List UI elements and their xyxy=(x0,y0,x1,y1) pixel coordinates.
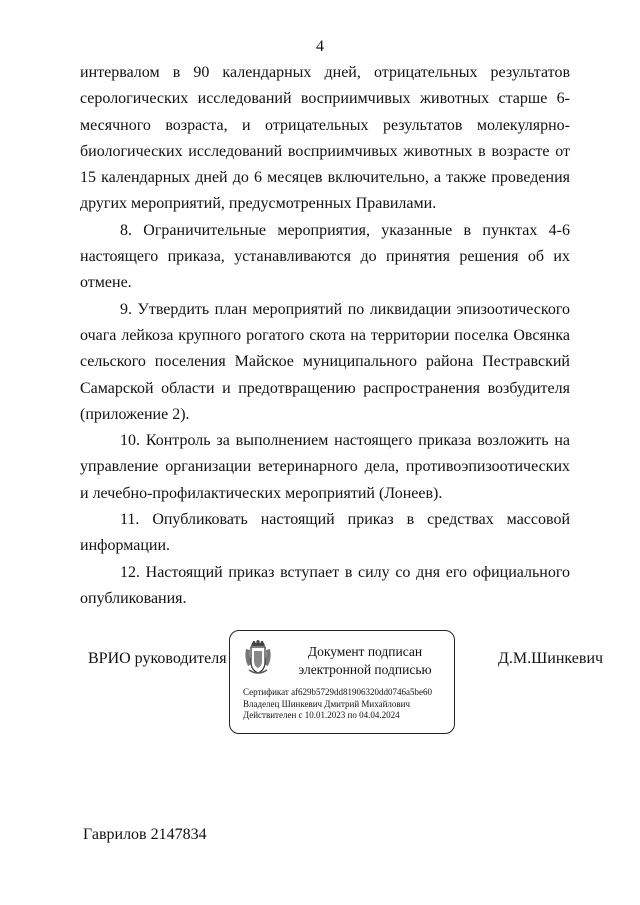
order-body xyxy=(80,60,570,612)
stamp-title-line-2: электронной подписью xyxy=(298,662,432,677)
stamp-title xyxy=(280,643,450,679)
stamp-details xyxy=(243,687,453,722)
paragraph-9: 9. Утвердить план мероприятий по ликвидации эпизоотического очага лейкоза крупного рогатого скота на территории поселка Овсянка сельского поселения Майское муниципального района Пестравский Самарской области и предотвращению распространения возбудителя (приложение 2). xyxy=(80,300,570,423)
paragraph-11: 11. Опубликовать настоящий приказ в средствах массовой информации. xyxy=(80,511,570,555)
paragraph-12: 12. Настоящий приказ вступает в силу со дня его официального опубликования. xyxy=(80,563,570,607)
stamp-title-line-1: Документ подписан xyxy=(307,644,423,659)
page-number: 4 xyxy=(316,38,324,55)
stamp-owner: Владелец Шинкевич Дмитрий Михайлович xyxy=(243,698,410,709)
stamp-validity: Действителен с 10.01.2023 по 04.04.2024 xyxy=(243,710,400,720)
stamp-certificate: Сертификат af629b5729dd81906320dd0746a5be60 xyxy=(243,687,433,697)
signer-name: Д.М.Шинкевич xyxy=(498,650,604,667)
samara-coat-of-arms-icon xyxy=(243,640,273,676)
paragraph-8: 8. Ограничительные мероприятия, указанные в пунктах 4-6 настоящего приказа, устанавливаются до принятия решения об их отмене. xyxy=(80,221,570,292)
electronic-signature-stamp xyxy=(229,630,455,734)
signer-role: ВРИО руководителя xyxy=(88,650,227,667)
footer-author: Гаврилов 2147834 xyxy=(83,826,207,843)
paragraph-continuation: интервалом в 90 календарных дней, отрицательных результатов серологических исследований восприимчивых животных старше 6-месячного возраста, и отрицательных результатов молекулярно-биологических исследований восприимчивых животных в возрасте от 15 календарных дней до 6 месяцев включительно, а также проведения других мероприятий, предусмотренных Правилами. xyxy=(80,64,570,213)
paragraph-10: 10. Контроль за выполнением настоящего приказа возложить на управление организации ветеринарного дела, противоэпизоотических и лечебно-профилактических мероприятий (Лонеев). xyxy=(80,432,570,502)
